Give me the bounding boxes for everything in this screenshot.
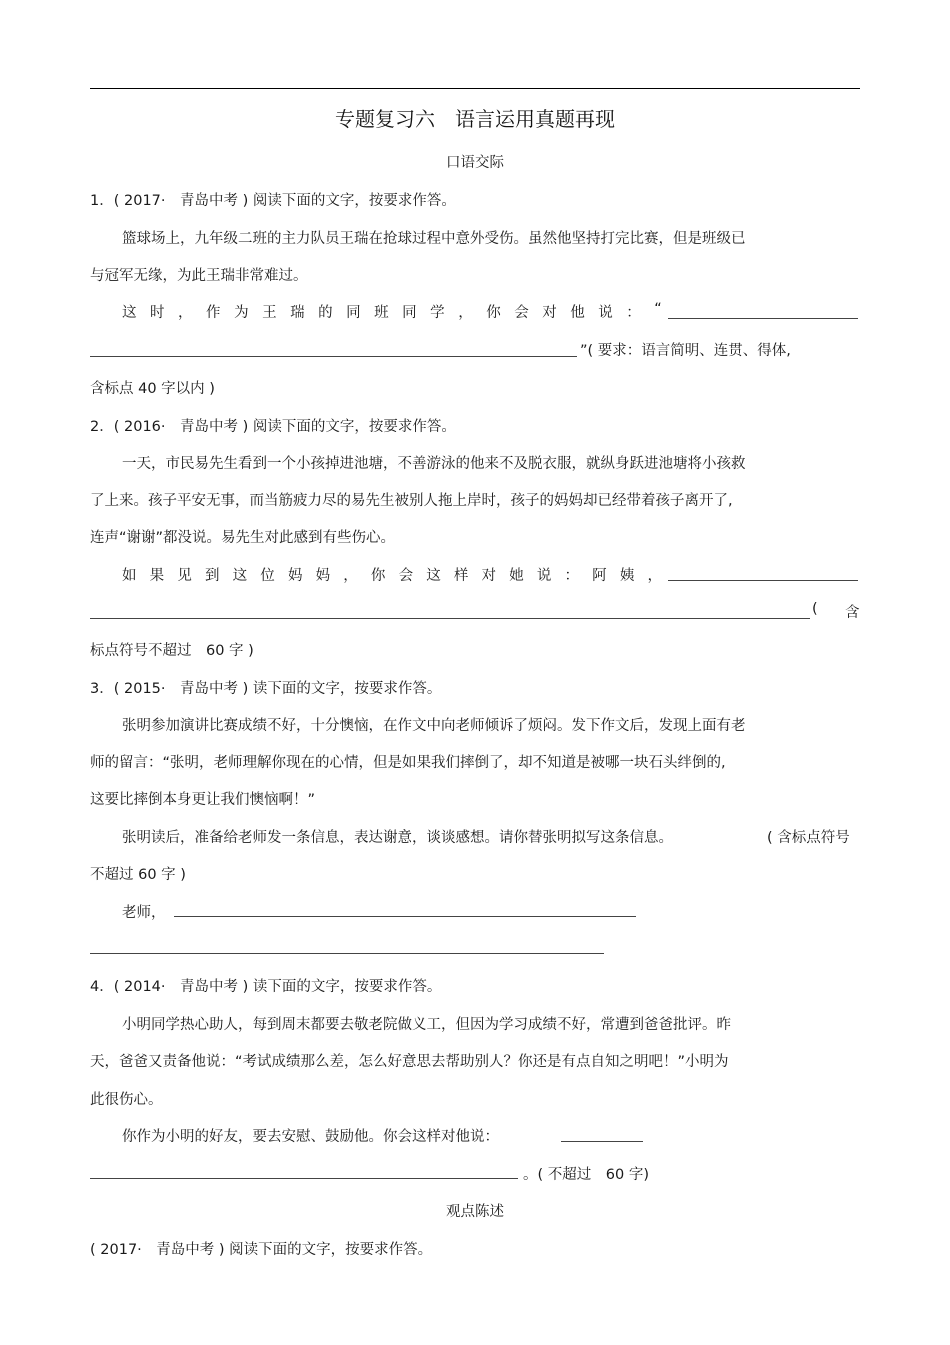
prompt-char: 这 xyxy=(122,305,137,321)
prompt-char: 她 xyxy=(509,568,524,584)
question-3-para-1: 张明参加演讲比赛成绩不好，十分懊恼，在作文中向老师倾诉了烦闷。发下作文后，发现上面有老 xyxy=(122,718,746,734)
prompt-char: 如 xyxy=(122,568,137,584)
prompt-char: 会 xyxy=(514,305,529,321)
answer-blank[interactable] xyxy=(90,618,810,619)
prompt-char: 同 xyxy=(346,305,361,321)
question-2-para-2: 了上来。孩子平安无事，而当筋疲力尽的易先生被别人拖上岸时，孩子的妈妈却已经带着孩子离开了, xyxy=(90,493,733,509)
prompt-char: 你 xyxy=(486,305,501,321)
question-2-head: 2．( 2016· 青岛中考 ) 阅读下面的文字，按要求作答。 xyxy=(90,419,456,435)
prompt-char: ， xyxy=(178,305,193,321)
prompt-char: 妈 xyxy=(315,568,331,584)
prompt-char: 对 xyxy=(542,305,557,321)
question-1-para-2: 与冠军无缘，为此王瑞非常难过。 xyxy=(90,268,308,284)
question-1-requirement: ”( 要求：语言简明、连贯、得体, xyxy=(580,343,791,359)
prompt-char: ， xyxy=(647,568,662,584)
prompt-char: 这 xyxy=(232,568,248,584)
question-3-para-4: 张明读后，准备给老师发一条信息，表达谢意，谈谈感想。请你替张明拟写这条信息。 xyxy=(122,830,673,846)
question-4-para-1: 小明同学热心助人，每到周末都要去敬老院做义工，但因为学习成绩不好，常遭到爸爸批评。昨 xyxy=(122,1017,731,1033)
prompt-char: 时 xyxy=(150,305,165,321)
prompt-char: 为 xyxy=(234,305,249,321)
prompt-char: “ xyxy=(654,301,662,317)
prompt-char: 说 xyxy=(598,305,613,321)
question-2-requirement: 标点符号不超过 60 字 ) xyxy=(90,643,254,659)
prompt-char: 位 xyxy=(260,568,275,584)
prompt-char: 妈 xyxy=(287,568,303,584)
prompt-char: 作 xyxy=(206,305,221,321)
question-3-answer-lead: 老师， xyxy=(122,905,166,921)
question-3-requirement: ( 含标点符号 xyxy=(767,830,850,846)
prompt-char: 同 xyxy=(402,305,417,321)
prompt-char: 王 xyxy=(262,305,277,321)
question-5-head: ( 2017· 青岛中考 ) 阅读下面的文字，按要求作答。 xyxy=(90,1242,433,1258)
prompt-char: 阿 xyxy=(592,568,607,584)
prompt-char: 姨 xyxy=(619,568,635,584)
answer-blank[interactable] xyxy=(90,1178,518,1179)
question-3-para-2: 师的留言：“张明，老师理解你现在的心情，但是如果我们摔倒了，却不知道是被哪一块石头绊倒的, xyxy=(90,755,726,771)
question-1-prompt xyxy=(122,301,662,322)
question-1-requirement-cont: 含标点 40 字以内 ) xyxy=(90,381,215,397)
prompt-char: 瑞 xyxy=(290,305,305,321)
prompt-char: 的 xyxy=(318,305,333,321)
prompt-char: 到 xyxy=(204,568,220,584)
question-2-para-1: 一天，市民易先生看到一个小孩掉进池塘，不善游泳的他来不及脱衣服，就纵身跃进池塘将小孩救 xyxy=(122,456,746,472)
question-4-requirement: 。( 不超过 60 字) xyxy=(523,1167,649,1183)
question-1-para-1: 篮球场上，九年级二班的主力队员王瑞在抢球过程中意外受伤。虽然他坚持打完比赛，但是班级已 xyxy=(122,231,746,247)
prompt-char: ： xyxy=(626,305,641,321)
question-3-requirement-cont: 不超过 60 字 ) xyxy=(90,867,186,883)
question-2-para-3: 连声“谢谢”都没说。易先生对此感到有些伤心。 xyxy=(90,530,396,546)
prompt-char: 会 xyxy=(398,568,414,584)
header-rule xyxy=(90,88,860,89)
section-heading-viewpoint: 观点陈述 xyxy=(446,1204,504,1220)
prompt-char: 班 xyxy=(374,305,389,321)
question-1-head: 1．( 2017· 青岛中考 ) 阅读下面的文字，按要求作答。 xyxy=(90,193,456,209)
prompt-char: 学 xyxy=(430,305,445,321)
answer-blank[interactable] xyxy=(668,580,858,581)
prompt-char: ， xyxy=(343,568,358,584)
prompt-char: ： xyxy=(564,568,579,584)
question-3-para-3: 这要比摔倒本身更让我们懊恼啊！” xyxy=(90,792,316,808)
question-4-para-4: 你作为小明的好友，要去安慰、鼓励他。你会这样对他说： xyxy=(122,1129,499,1145)
answer-blank[interactable] xyxy=(561,1141,643,1142)
section-heading-oral: 口语交际 xyxy=(446,155,504,171)
question-4-para-3: 此很伤心。 xyxy=(90,1092,163,1108)
answer-blank[interactable] xyxy=(668,318,858,319)
answer-blank[interactable] xyxy=(90,953,604,954)
question-2-prompt xyxy=(122,564,662,585)
page-title: 专题复习六 语言运用真题再现 xyxy=(335,107,615,131)
question-4-para-2: 天，爸爸又责备他说：“考试成绩那么差，怎么好意思去帮助别人？你还是有点自知之明吧！”小明为 xyxy=(90,1054,729,1070)
prompt-char: 样 xyxy=(453,568,469,584)
question-3-head: 3．( 2015· 青岛中考 ) 读下面的文字，按要求作答。 xyxy=(90,681,442,697)
prompt-char: 说 xyxy=(536,568,552,584)
question-2-han: 含 xyxy=(845,605,860,621)
prompt-char: 这 xyxy=(426,568,441,584)
answer-blank[interactable] xyxy=(174,916,636,917)
prompt-char: 他 xyxy=(570,305,585,321)
prompt-char: 你 xyxy=(370,568,386,584)
question-2-paren: ( xyxy=(812,601,818,617)
prompt-char: 对 xyxy=(481,568,497,584)
prompt-char: ， xyxy=(458,305,473,321)
question-4-head: 4．( 2014· 青岛中考 ) 读下面的文字，按要求作答。 xyxy=(90,979,442,995)
prompt-char: 见 xyxy=(177,568,192,584)
prompt-char: 果 xyxy=(149,568,165,584)
answer-blank[interactable] xyxy=(90,356,577,357)
